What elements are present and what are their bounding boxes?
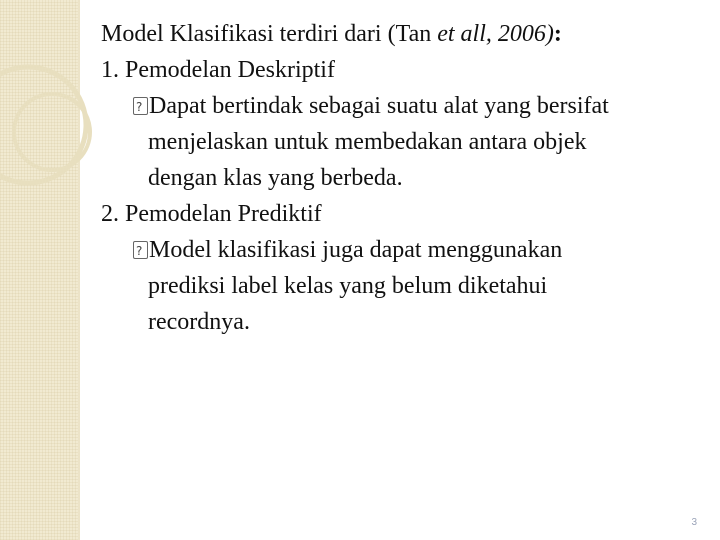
item2-bullet-continuation: prediksi label kelas yang belum diketahui xyxy=(148,273,548,299)
item1-bullet-continuation: menjelaskan untuk membedakan antara objek xyxy=(148,129,587,155)
item1-bullet-continuation: dengan klas yang berbeda. xyxy=(148,165,403,191)
page-number: 3 xyxy=(691,517,697,528)
intro-colon: : xyxy=(553,21,562,47)
item2-bullet-continuation: recordnya. xyxy=(148,309,250,335)
intro-text: Model Klasifikasi terdiri dari (Tan xyxy=(101,21,438,47)
item1-bullet-text: Dapat bertindak sebagai suatu alat yang bersifat xyxy=(149,93,609,119)
item1-heading: 1. Pemodelan Deskriptif xyxy=(101,57,335,83)
missing-glyph-bullet-icon xyxy=(133,241,148,259)
item1-bullet-line xyxy=(101,88,701,124)
intro-line xyxy=(101,16,701,52)
slide-content xyxy=(101,16,701,340)
citation-text: et all, 2006) xyxy=(437,21,554,47)
item2-heading: 2. Pemodelan Prediktif xyxy=(101,201,322,227)
decorative-circle-small xyxy=(14,94,90,170)
missing-glyph-bullet-icon xyxy=(133,97,148,115)
decorative-circles xyxy=(0,0,110,240)
item2-bullet-text: Model klasifikasi juga dapat menggunakan xyxy=(149,237,563,263)
item2-bullet-line xyxy=(101,232,701,268)
